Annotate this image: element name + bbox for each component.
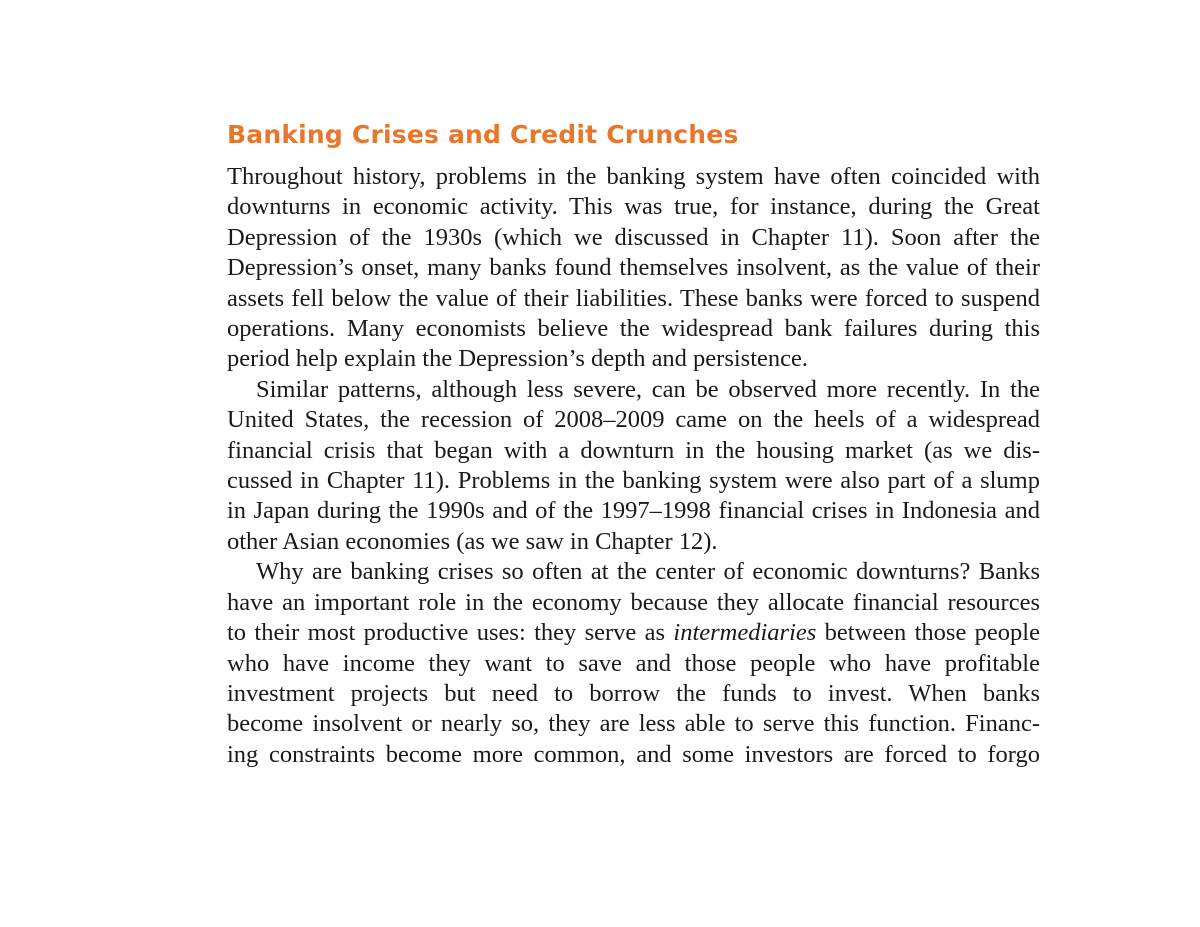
text-line: assets fell below the value of their liabilities. These banks were forced to suspend bbox=[227, 284, 1040, 312]
text-segment: to their most productive uses: they serve as bbox=[227, 619, 666, 647]
text-line: Similar patterns, although less severe, can be observed more recently. In the bbox=[256, 375, 1040, 403]
text-line: have an important role in the economy because they allocate financial resources bbox=[227, 588, 1040, 616]
text-line: Depression of the 1930s (which we discussed in Chapter 11). Soon after the bbox=[227, 223, 1040, 251]
text-line: ing constraints become more common, and some investors are forced to forgo bbox=[227, 740, 1040, 768]
text-line: Depression’s onset, many banks found themselves insolvent, as the value of their bbox=[227, 254, 1040, 282]
text-line: period help explain the Depression’s depth and persistence. bbox=[227, 345, 809, 373]
text-line: operations. Many economists believe the widespread bank failures during this bbox=[227, 315, 1040, 343]
text-line: cussed in Chapter 11). Problems in the banking system were also part of a slump bbox=[227, 467, 1040, 495]
text-line: United States, the recession of 2008–2009 came on the heels of a widespread bbox=[227, 406, 1040, 434]
text-line-with-emphasis bbox=[227, 618, 1040, 648]
text-line: financial crisis that began with a downturn in the housing market (as we dis- bbox=[227, 436, 1040, 464]
paragraph-3 bbox=[227, 557, 1040, 770]
document-page bbox=[227, 118, 1040, 770]
emphasized-term: intermediaries bbox=[673, 619, 817, 647]
text-line: who have income they want to save and those people who have profitable bbox=[227, 649, 1040, 677]
text-line: become insolvent or nearly so, they are less able to serve this function. Financ- bbox=[227, 710, 1040, 738]
text-line: downturns in economic activity. This was true, for instance, during the Great bbox=[227, 193, 1040, 221]
text-line: Throughout history, problems in the banking system have often coincided with bbox=[227, 163, 1040, 190]
text-line: in Japan during the 1990s and of the 1997–1998 financial crises in Indonesia and bbox=[227, 497, 1040, 525]
section-heading: Banking Crises and Credit Crunches bbox=[227, 120, 739, 149]
text-line: Why are banking crises so often at the center of economic downturns? Banks bbox=[256, 558, 1040, 586]
paragraph-1 bbox=[227, 162, 1040, 375]
text-line: other Asian economies (as we saw in Chapter 12). bbox=[227, 527, 718, 555]
paragraph-2 bbox=[227, 375, 1040, 557]
body-text bbox=[227, 162, 1040, 770]
text-line: investment projects but need to borrow the funds to invest. When banks bbox=[227, 679, 1040, 707]
text-segment: between those people bbox=[824, 619, 1040, 647]
